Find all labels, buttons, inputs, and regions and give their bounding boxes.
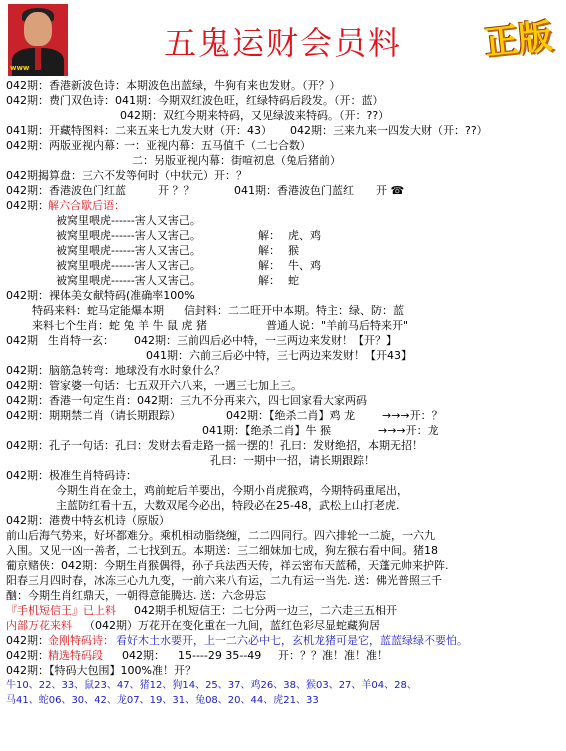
line: 042期：双红今期来特码，又见绿波来特码。（开：??） bbox=[120, 109, 390, 122]
line: 葡京赌侠：042期：今期生肖猴偶得，孙子兵法西天传，祥云密布天蓝稀，天蓬元帅来护阵. bbox=[6, 559, 449, 572]
line: 042期：香港波色门红蓝 开 ？？ 041期：香港波色门蓝红 开 ☎ bbox=[6, 184, 405, 197]
line: 酗：今期生肖红鼎天，一朝得意能腾达. 送：六念毋忘 bbox=[6, 589, 266, 602]
line: 042期：费门双色诗：041期：今期双红波色旺，红绿特码后段发。（开：蓝） bbox=[6, 94, 384, 107]
line: 042期：管家婆一句话：七五双开六八来，一遇三七加上三。 bbox=[6, 379, 302, 392]
line: 被窝里喂虎------害人又害己。 bbox=[56, 214, 201, 227]
line: 042期：两版亚视内幕： 一：亚视内幕：五马值千（二七合数） bbox=[6, 139, 311, 152]
line: 042期：【特码大包围】100%准！开？ bbox=[6, 664, 196, 677]
line: 孔曰：一期中一招，请长期跟踪！ bbox=[210, 454, 375, 467]
line: 二：另版亚视内幕：街喧初息（兔后猪前） bbox=[132, 154, 341, 167]
line: 阳春三月四时春，冰冻三心九九变，一前六来八有运，二九有运一当先. 送：佛光普照三千 bbox=[6, 574, 442, 587]
line: 被窝里喂虎------害人又害己。 解： 虎、鸡 bbox=[56, 229, 321, 242]
line: 042期：孔子一句话：孔曰：发财去看走路一摇一摆的！孔曰：发财绝招，本期无招！ bbox=[6, 439, 423, 452]
line: 内部万花来料 （042期）万花开在变化重在一九间，蓝红色彩尽显蛇藏狗居 bbox=[6, 619, 380, 632]
line: 特码来料：蛇马定能爆本期 信封料：二二旺开中本期。特主：绿、防：蓝 bbox=[32, 304, 404, 317]
line: 041期：【绝杀二肖】牛 猴 →→→开：龙 bbox=[202, 424, 439, 437]
line: 042期：脑筋急转弯：地球没有水时象什么？ bbox=[6, 364, 225, 377]
line: 主蓝防红看十五，大数双尾今必出，特段必在25-48，武松上山打老虎. bbox=[56, 499, 400, 512]
line: 041期：六前三后必中特，三七两边来发财！【开43】 bbox=[146, 349, 412, 362]
avatar-caption: www bbox=[10, 64, 30, 72]
line: 041期：开藏特图料：二来五来七九发大财（开：43） 042期：三来九来一四发大财（开：??） bbox=[6, 124, 488, 137]
line: 042期： 金刚特码诗： 看好木土水要开，上一二六必中七，玄机龙猪可是它，蓝蓝绿绿不要怕。 bbox=[6, 634, 468, 647]
badge-logo: 正版 bbox=[482, 16, 555, 64]
line: 042期：香港一句定生肖：042期：三九不分再来六，四七回家看大家两码 bbox=[6, 394, 367, 407]
line: 042期：极准生肖特码诗： bbox=[6, 469, 137, 482]
line: 042期：期期禁二肖（请长期跟踪） 042期：【绝杀二肖】鸡 龙 →→→开：？ bbox=[6, 409, 443, 422]
line: 今期生肖在金土，鸡前蛇后羊要出，今期小肖虎猴鸡，今期特码重尾出， bbox=[56, 484, 408, 497]
header bbox=[0, 0, 566, 78]
line: 前山后海气势来，好坏都难分。乘机相动脂绕缠，二二四同行。四六排轮一二旋，一六九 bbox=[6, 529, 435, 542]
line: 042期：香港新波色诗：本期波色出蓝绿，牛狗有来也发财。（开？） bbox=[6, 79, 341, 92]
page-title: 五鬼运财会员料 bbox=[163, 24, 402, 62]
document-body bbox=[6, 78, 562, 708]
line: 牛10、22、33、鼠23、47、猪12、狗14、25、37、鸡26、38、猴03、27、羊04、28、 bbox=[6, 680, 417, 691]
line: 被窝里喂虎------害人又害己。 解： 蛇 bbox=[56, 274, 299, 287]
line: 042期：港费中特玄机诗（原版） bbox=[6, 514, 170, 527]
line: 入围。又见一凶一善者，二七找到五。本期送：三二细妹加七成，狗左猴右看中间。猪18 bbox=[6, 544, 438, 557]
line: 『手机短信王』已上料 042期手机短信王：二七分两一边三，二六走三五相开 bbox=[6, 604, 397, 617]
line: 来料七个生肖：蛇 兔 羊 牛 鼠 虎 猪 普通人说："羊前马后特来开" bbox=[32, 319, 409, 332]
line: 被窝里喂虎------害人又害己。 解： 牛、鸡 bbox=[56, 259, 321, 272]
line: 042期 生肖特一玄： 042期：三前四后必中特，一三两边来发财！【开？】 bbox=[6, 334, 397, 347]
line: 马41、蛇06、30、42、龙07、19、31、兔08、20、44、虎21、33 bbox=[6, 695, 319, 706]
line: 042期揭算盘：三六不发等何时（中状元）开：？ bbox=[6, 169, 247, 182]
line: 042期：裸体美女献特码(准确率100% bbox=[6, 289, 195, 302]
line: 被窝里喂虎------害人又害己。 解： 猴 bbox=[56, 244, 299, 257]
line: 042期： 精选特码段 042期： 15----29 35--49 开：？？准！准！准！ bbox=[6, 649, 388, 662]
line: 042期： 解六合歇后语： bbox=[6, 199, 125, 212]
